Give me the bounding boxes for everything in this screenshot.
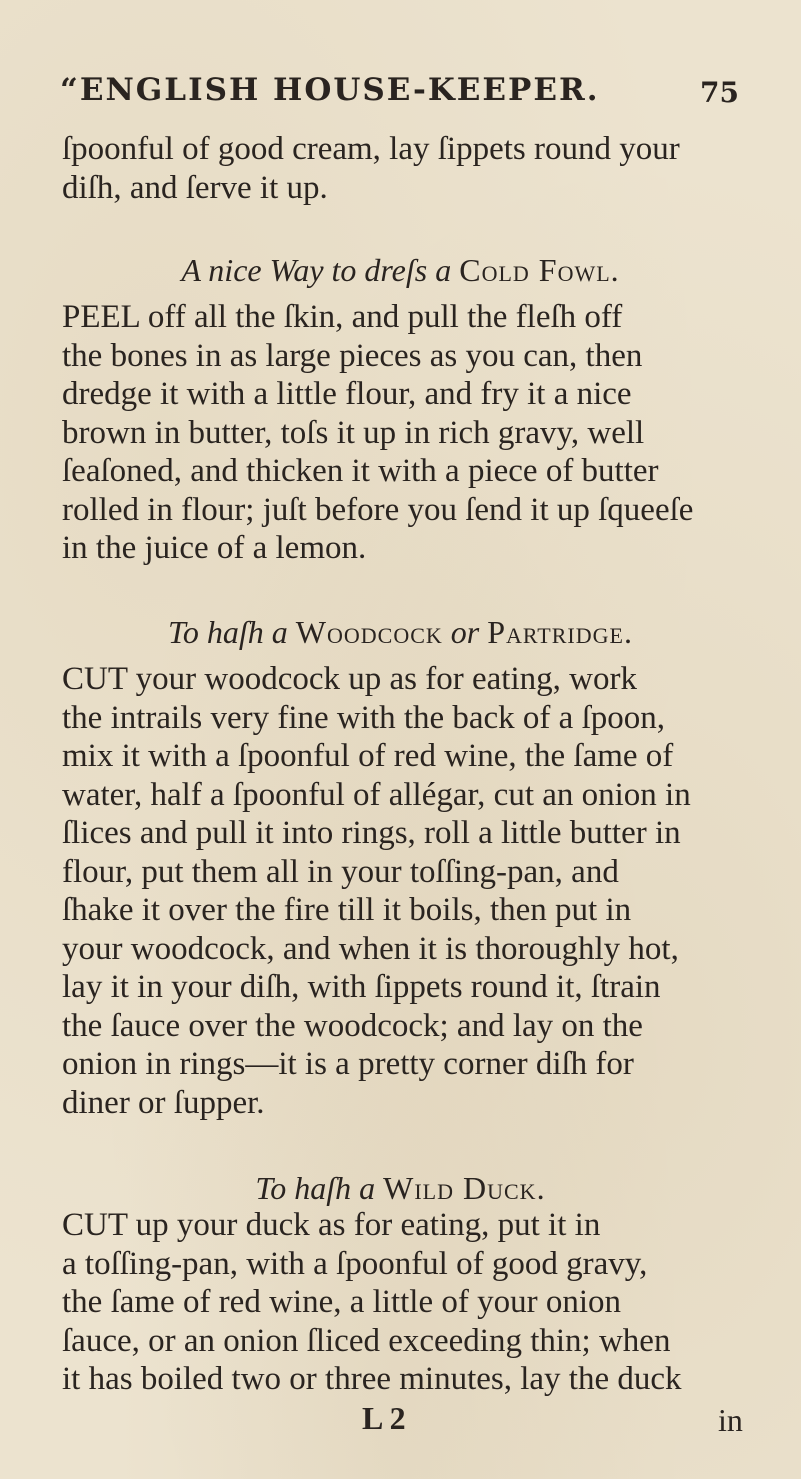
text-line: it has boiled two or three minutes, lay the duck bbox=[62, 1361, 682, 1397]
section-title-caps: Cold Fowl. bbox=[459, 252, 620, 288]
text-line: ſlices and pull it into rings, roll a little butter in bbox=[62, 815, 681, 851]
text-line: ſpoonful of good cream, lay ſippets round your bbox=[62, 131, 680, 167]
section-body-cold-fowl bbox=[62, 298, 762, 568]
text-line: dredge it with a little flour, and fry it a nice bbox=[62, 376, 632, 412]
page-header bbox=[60, 72, 760, 122]
running-head: “ENGLISH HOUSE-KEEPER. bbox=[60, 72, 600, 108]
text-line: the intrails very fine with the back of a ſpoon, bbox=[62, 699, 665, 736]
section-title-caps: Woodcock bbox=[295, 614, 443, 650]
section-body-wild-duck bbox=[62, 1206, 762, 1399]
catchword: in bbox=[718, 1402, 743, 1438]
text-line: ſhake it over the fire till it boils, then put in bbox=[62, 892, 632, 928]
section-title-mid: or bbox=[450, 614, 480, 650]
section-body-woodcock bbox=[62, 660, 762, 1122]
text-line: water, half a ſpoonful of allégar, cut an onion in bbox=[62, 776, 691, 813]
text-line: CUT your woodcock up as for eating, work bbox=[62, 661, 637, 697]
text-line: the ſame of red wine, a little of your onion bbox=[62, 1284, 622, 1320]
text-line: ſeaſoned, and thicken it with a piece of butter bbox=[62, 453, 659, 489]
text-line: diſh, and ſerve it up. bbox=[62, 169, 328, 206]
page-number: 75 bbox=[700, 76, 739, 109]
text-line: a toſſing-pan, with a ſpoonful of good gravy, bbox=[62, 1245, 648, 1282]
text-line: the ſauce over the woodcock; and lay on the bbox=[62, 1007, 643, 1044]
section-title-woodcock bbox=[0, 614, 801, 651]
section-title-prefix: To haſh a bbox=[255, 1170, 376, 1206]
text-line: diner or ſupper. bbox=[62, 1084, 265, 1121]
text-line: lay it in your diſh, with ſippets round it, ſtrain bbox=[62, 969, 661, 1005]
text-line: your woodcock, and when it is thoroughly hot, bbox=[62, 930, 679, 967]
section-title-cold-fowl bbox=[0, 252, 801, 289]
text-line: mix it with a ſpoonful of red wine, the ſame of bbox=[62, 738, 674, 774]
section-title-caps-2: Partridge. bbox=[487, 614, 633, 650]
text-line: flour, put them all in your toſſing-pan, and bbox=[62, 853, 619, 890]
text-line: brown in butter, toſs it up in rich gravy, well bbox=[62, 414, 645, 451]
section-title-prefix: A nice Way to dreſs a bbox=[181, 252, 452, 288]
text-line: the bones in as large pieces as you can, then bbox=[62, 337, 643, 374]
section-title-prefix: To haſh a bbox=[168, 614, 288, 650]
signature-mark: L 2 bbox=[362, 1400, 406, 1436]
text-line: rolled in flour; juſt before you ſend it up ſqueeſe bbox=[62, 491, 694, 528]
section-title-caps: Wild Duck. bbox=[383, 1170, 546, 1206]
text-line: in the juice of a lemon. bbox=[62, 530, 367, 566]
section-title-wild-duck bbox=[0, 1170, 801, 1207]
text-line: PEEL off all the ſkin, and pull the fleſh off bbox=[62, 299, 623, 335]
intro-text bbox=[62, 130, 762, 207]
text-line: ſauce, or an onion ſliced exceeding thin; when bbox=[62, 1322, 671, 1359]
text-line: onion in rings—it is a pretty corner diſh for bbox=[62, 1046, 634, 1082]
text-line: CUT up your duck as for eating, put it in bbox=[62, 1207, 601, 1243]
